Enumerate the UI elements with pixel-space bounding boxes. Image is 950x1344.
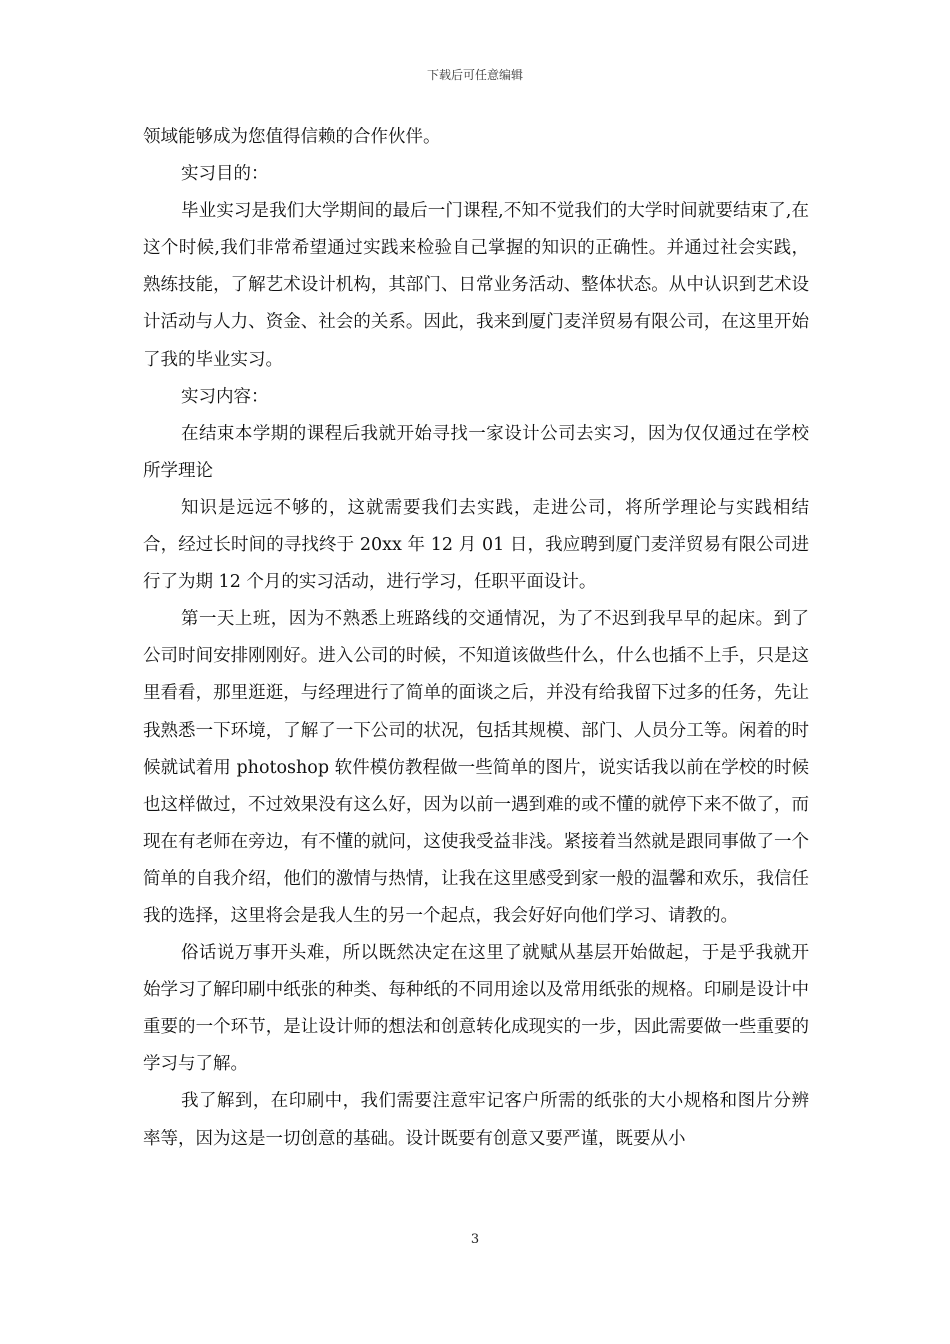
document-body: [143, 119, 809, 1158]
paragraph-knowledge: 知识是远远不够的，这就需要我们去实践，走进公司，将所学理论与实践相结合，经过长时间的寻找终于 20xx 年 12 月 01 日，我应聘到厦门麦洋贸易有限公司进行了为期 12 个月的实习活动，进行学习，任职平面设计。: [143, 497, 809, 593]
paragraph-content-intro: 在结束本学期的课程后我就开始寻找一家设计公司去实习，因为仅仅通过在学校所学理论: [143, 423, 809, 481]
page-header: 下载后可任意编辑: [426, 68, 523, 82]
section-heading-content: 实习内容：: [181, 386, 269, 407]
paragraph-printing: 俗话说万事开头难，所以既然决定在这里了就赋从基层开始做起，于是乎我就开始学习了解印刷中纸张的种类、每种纸的不同用途以及常用纸张的规格。印刷是设计中重要的一个环节，是让设计师的想法和创意转化成现实的一步，因此需要做一些重要的学习与了解。: [143, 943, 809, 1075]
paragraph-1: 领域能够成为您值得信赖的合作伙伴。: [143, 127, 441, 147]
paragraph-first-day: 第一天上班，因为不熟悉上班路线的交通情况，为了不迟到我早早的起床。到了公司时间安排刚刚好。进入公司的时候，不知道该做些什么，什么也插不上手，只是这里看看，那里逛逛，与经理进行了简单的面谈之后，并没有给我留下过多的任务，先让我熟悉一下环境，了解了一下公司的状况，包括其规模、部门、人员分工等。闲着的时候就试着用 photoshop 软件模仿教程做一些简单的图片，说实话我以前在学校的时候也这样做过，不过效果没有这么好，因为以前一遇到难的或不懂的就停下来不做了，而现在有老师在旁边，有不懂的就问，这使我受益非浅。紧接着当然就是跟同事做了一个简单的自我介绍，他们的激情与热情，让我在这里感受到家一般的温馨和欢乐，我信任我的选择，这里将会是我人生的另一个起点，我会好好向他们学习、请教的。: [143, 609, 809, 926]
paragraph-learned: 我了解到，在印刷中，我们需要注意牢记客户所需的纸张的大小规格和图片分辨率等，因为这是一切创意的基础。设计既要有创意又要严谨，既要从小: [143, 1091, 809, 1149]
section-heading-purpose: 实习目的：: [181, 164, 269, 185]
paragraph-purpose: 毕业实习是我们大学期间的最后一门课程,不知不觉我们的大学时间就要结束了,在这个时候,我们非常希望通过实践来检验自己掌握的知识的正确性。并通过社会实践，熟练技能，了解艺术设计机构，其部门、日常业务活动、整体状态。从中认识到艺术设计活动与人力、资金、社会的关系。因此，我来到厦门麦洋贸易有限公司，在这里开始了我的毕业实习。: [143, 201, 809, 370]
page-number: 3: [470, 1232, 480, 1247]
